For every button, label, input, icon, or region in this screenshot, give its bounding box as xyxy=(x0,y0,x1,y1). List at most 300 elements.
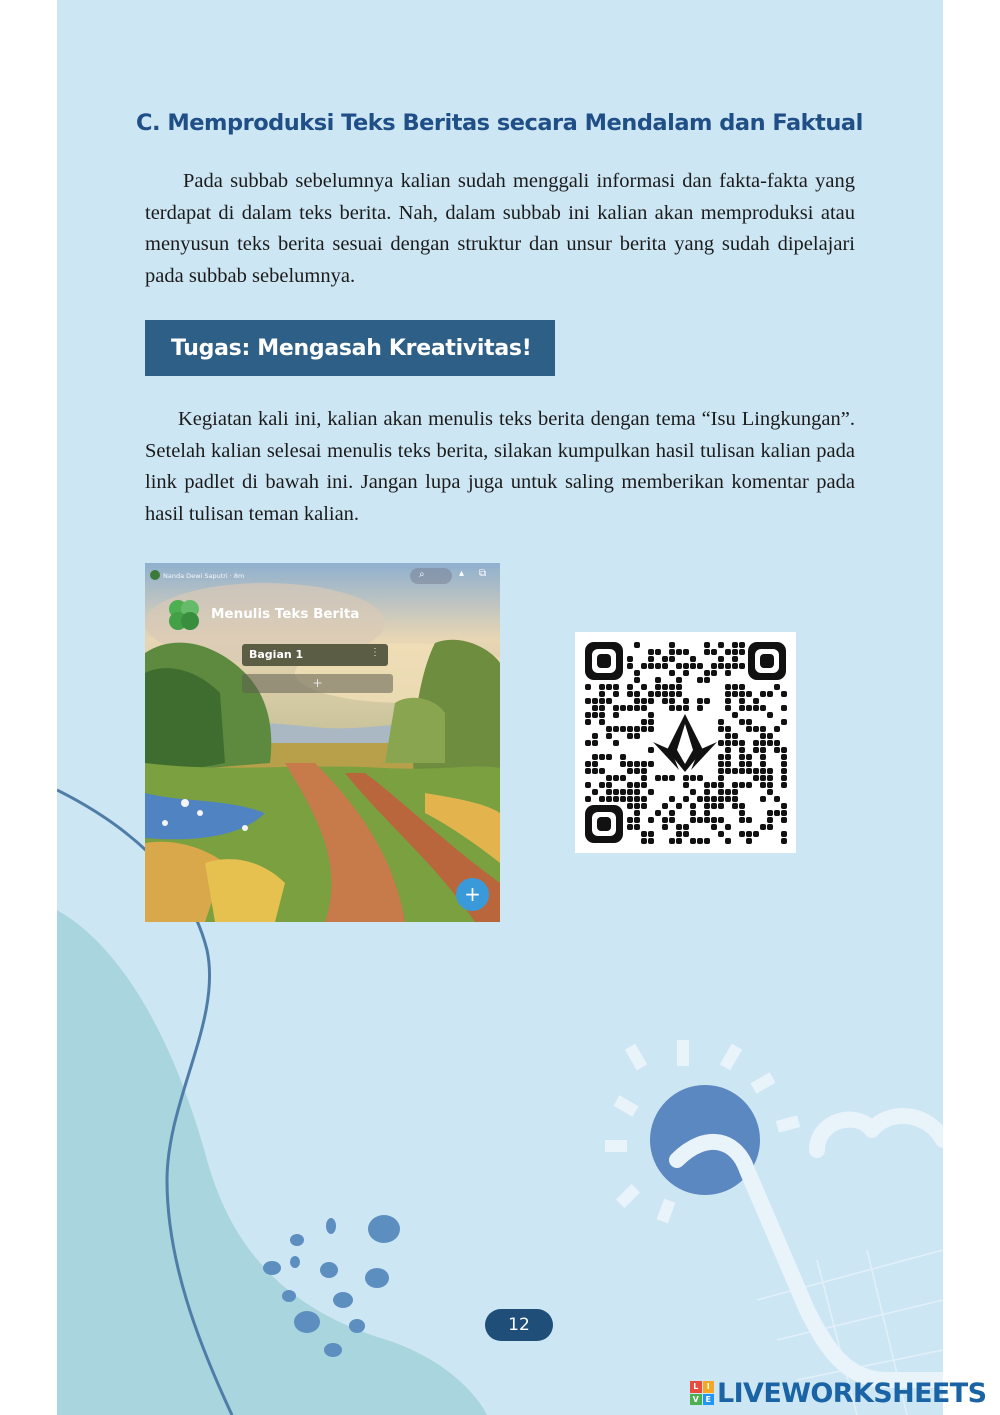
qr-module xyxy=(613,691,619,697)
qr-module xyxy=(592,789,598,795)
qr-module xyxy=(746,782,752,788)
qr-module xyxy=(662,698,668,704)
qr-module xyxy=(753,775,759,781)
qr-module xyxy=(585,698,591,704)
task-label: Tugas: Mengasah Kreativitas! xyxy=(171,335,532,361)
qr-module xyxy=(781,817,787,823)
qr-module xyxy=(599,684,605,690)
notification-icon[interactable]: ▴ xyxy=(459,568,465,579)
qr-module xyxy=(725,768,731,774)
qr-module xyxy=(627,824,633,830)
qr-module xyxy=(718,663,724,669)
qr-module xyxy=(634,789,640,795)
qr-module xyxy=(704,642,710,648)
qr-module xyxy=(599,705,605,711)
qr-module xyxy=(774,796,780,802)
qr-module xyxy=(725,726,731,732)
qr-module xyxy=(781,782,787,788)
author-avatar xyxy=(150,570,160,580)
qr-module xyxy=(648,817,654,823)
qr-module xyxy=(648,649,654,655)
qr-module xyxy=(620,796,626,802)
qr-module xyxy=(704,649,710,655)
qr-module xyxy=(627,761,633,767)
qr-module xyxy=(732,768,738,774)
qr-module xyxy=(627,726,633,732)
qr-module xyxy=(753,740,759,746)
qr-module xyxy=(781,705,787,711)
qr-module xyxy=(746,754,752,760)
qr-module xyxy=(774,726,780,732)
qr-module xyxy=(753,747,759,753)
qr-module xyxy=(753,831,759,837)
qr-module xyxy=(648,691,654,697)
qr-module xyxy=(739,817,745,823)
padlet-title: Menulis Teks Berita xyxy=(211,606,360,622)
qr-module xyxy=(739,642,745,648)
qr-module xyxy=(690,656,696,662)
qr-module xyxy=(781,761,787,767)
qr-module xyxy=(634,782,640,788)
qr-module xyxy=(704,677,710,683)
qr-module xyxy=(718,796,724,802)
qr-module xyxy=(585,768,591,774)
qr-module xyxy=(655,684,661,690)
qr-module xyxy=(627,691,633,697)
qr-module xyxy=(753,768,759,774)
qr-module xyxy=(697,838,703,844)
qr-module xyxy=(767,824,773,830)
qr-module xyxy=(718,656,724,662)
qr-module xyxy=(725,796,731,802)
qr-module xyxy=(683,782,689,788)
qr-module xyxy=(592,768,598,774)
task-paragraph: Kegiatan kali ini, kalian akan menulis teks berita dengan tema “Isu Lingkungan”. Setelah kalian selesai menulis teks berita, silakan kumpulkan hasil tulisan kalian pada link padlet di bawah ini. Jangan lupa juga untuk saling memberikan komentar pada hasil tulisan teman kalian. xyxy=(145,408,855,525)
qr-module xyxy=(669,691,675,697)
qr-module xyxy=(585,719,591,725)
qr-module xyxy=(634,691,640,697)
qr-module xyxy=(704,838,710,844)
qr-module xyxy=(732,733,738,739)
clover-icon xyxy=(167,598,201,632)
qr-module xyxy=(746,719,752,725)
qr-module xyxy=(599,796,605,802)
qr-module xyxy=(690,775,696,781)
qr-module xyxy=(599,691,605,697)
qr-module xyxy=(711,803,717,809)
qr-module xyxy=(732,712,738,718)
qr-module xyxy=(718,726,724,732)
qr-module xyxy=(739,782,745,788)
qr-module xyxy=(774,740,780,746)
qr-module xyxy=(585,740,591,746)
qr-module xyxy=(627,663,633,669)
qr-module xyxy=(634,726,640,732)
qr-module xyxy=(683,705,689,711)
qr-module xyxy=(592,698,598,704)
qr-module xyxy=(711,796,717,802)
qr-module xyxy=(662,656,668,662)
qr-module xyxy=(627,733,633,739)
qr-module xyxy=(725,761,731,767)
task-banner xyxy=(145,320,555,376)
qr-module xyxy=(620,761,626,767)
qr-module xyxy=(683,663,689,669)
qr-module xyxy=(760,754,766,760)
liveworksheets-text: LIVEWORKSHEETS xyxy=(717,1377,987,1409)
qr-module xyxy=(739,803,745,809)
qr-module xyxy=(739,684,745,690)
qr-module xyxy=(746,838,752,844)
qr-module xyxy=(627,705,633,711)
qr-module xyxy=(739,698,745,704)
padlet-section-label: Bagian 1 xyxy=(249,648,304,661)
qr-module xyxy=(767,712,773,718)
qr-module xyxy=(648,761,654,767)
qr-module xyxy=(599,712,605,718)
qr-module xyxy=(690,838,696,844)
qr-module xyxy=(662,824,668,830)
qr-module xyxy=(704,810,710,816)
qr-module xyxy=(718,831,724,837)
qr-module xyxy=(676,831,682,837)
qr-module xyxy=(613,712,619,718)
qr-module xyxy=(676,684,682,690)
qr-module xyxy=(669,838,675,844)
qr-module xyxy=(725,789,731,795)
qr-module xyxy=(711,670,717,676)
qr-module xyxy=(676,705,682,711)
qr-module xyxy=(725,663,731,669)
qr-module xyxy=(648,719,654,725)
qr-module xyxy=(627,656,633,662)
qr-module xyxy=(739,831,745,837)
qr-module xyxy=(725,754,731,760)
qr-module xyxy=(718,642,724,648)
qr-module xyxy=(732,642,738,648)
qr-module xyxy=(662,817,668,823)
qr-module xyxy=(676,663,682,669)
qr-module xyxy=(606,684,612,690)
qr-module xyxy=(599,782,605,788)
add-section-button[interactable]: + xyxy=(242,674,393,693)
liveworksheets-logo xyxy=(690,1381,714,1405)
qr-module xyxy=(655,691,661,697)
qr-module xyxy=(676,803,682,809)
qr-module xyxy=(669,817,675,823)
qr-module xyxy=(592,754,598,760)
qr-module xyxy=(613,775,619,781)
qr-module xyxy=(662,775,668,781)
qr-module xyxy=(627,817,633,823)
qr-module xyxy=(697,698,703,704)
qr-module xyxy=(739,649,745,655)
qr-module xyxy=(739,754,745,760)
qr-module xyxy=(662,691,668,697)
qr-module xyxy=(627,789,633,795)
qr-module xyxy=(767,775,773,781)
qr-module xyxy=(648,789,654,795)
padlet-screenshot[interactable] xyxy=(145,563,500,922)
qr-module xyxy=(669,649,675,655)
qr-module xyxy=(732,649,738,655)
qr-module xyxy=(697,796,703,802)
padlet-author: Nanda Dewi Saputri · 8m xyxy=(163,572,245,580)
qr-module xyxy=(697,705,703,711)
qr-module xyxy=(697,677,703,683)
qr-module xyxy=(746,705,752,711)
qr-module xyxy=(697,775,703,781)
qr-module xyxy=(774,810,780,816)
qr-module xyxy=(767,733,773,739)
qr-module xyxy=(585,684,591,690)
qr-module xyxy=(606,698,612,704)
qr-module xyxy=(599,719,605,725)
qr-module xyxy=(725,705,731,711)
qr-module xyxy=(683,649,689,655)
qr-module xyxy=(718,817,724,823)
add-post-button[interactable]: + xyxy=(456,878,489,911)
qr-module xyxy=(662,684,668,690)
qr-module xyxy=(641,761,647,767)
qr-module xyxy=(781,838,787,844)
qr-module xyxy=(760,726,766,732)
qr-module xyxy=(606,726,612,732)
qr-module xyxy=(641,803,647,809)
qr-module xyxy=(690,810,696,816)
page-number: 12 xyxy=(485,1309,553,1341)
qr-module xyxy=(732,789,738,795)
qr-module xyxy=(634,761,640,767)
qr-module xyxy=(592,740,598,746)
share-icon[interactable]: ⧉ xyxy=(479,568,487,579)
more-options-icon[interactable]: ⋮ xyxy=(370,647,380,658)
qr-module xyxy=(641,684,647,690)
qr-module xyxy=(655,649,661,655)
qr-module xyxy=(620,705,626,711)
qr-module xyxy=(592,733,598,739)
qr-module xyxy=(690,663,696,669)
qr-module xyxy=(732,691,738,697)
qr-module xyxy=(718,740,724,746)
qr-module xyxy=(634,677,640,683)
qr-module xyxy=(606,775,612,781)
qr-module xyxy=(606,782,612,788)
section-title: C. Memproduksi Teks Beritas secara Mendalam dan Faktual xyxy=(136,110,863,136)
qr-module xyxy=(606,733,612,739)
qr-module xyxy=(711,663,717,669)
qr-module xyxy=(669,705,675,711)
qr-module xyxy=(725,649,731,655)
qr-module xyxy=(711,649,717,655)
qr-module xyxy=(613,684,619,690)
qr-module xyxy=(760,691,766,697)
qr-module xyxy=(648,698,654,704)
qr-module xyxy=(774,684,780,690)
qr-module xyxy=(620,789,626,795)
qr-module xyxy=(718,719,724,725)
qr-module xyxy=(746,831,752,837)
qr-module xyxy=(648,747,654,753)
qr-module xyxy=(690,817,696,823)
logo-letter-i: I xyxy=(703,1381,715,1393)
qr-module xyxy=(676,691,682,697)
qr-module xyxy=(739,761,745,767)
qr-module xyxy=(606,789,612,795)
qr-module xyxy=(725,824,731,830)
qr-module xyxy=(760,768,766,774)
qr-module xyxy=(627,684,633,690)
qr-module xyxy=(592,705,598,711)
qr-code-icon[interactable] xyxy=(575,632,796,853)
qr-module xyxy=(690,803,696,809)
qr-module xyxy=(683,698,689,704)
qr-module xyxy=(606,796,612,802)
liveworksheets-watermark xyxy=(690,1374,986,1412)
qr-module xyxy=(711,782,717,788)
qr-module xyxy=(613,789,619,795)
qr-module xyxy=(627,803,633,809)
qr-module xyxy=(781,691,787,697)
qr-module xyxy=(753,705,759,711)
qr-module xyxy=(767,691,773,697)
qr-module xyxy=(711,824,717,830)
qr-module xyxy=(760,705,766,711)
qr-module xyxy=(732,684,738,690)
qr-module xyxy=(634,796,640,802)
qr-module xyxy=(683,824,689,830)
qr-module xyxy=(781,775,787,781)
qr-module xyxy=(641,719,647,725)
qr-module xyxy=(732,663,738,669)
qr-module xyxy=(620,754,626,760)
qr-module xyxy=(599,698,605,704)
qr-module xyxy=(704,803,710,809)
qr-module xyxy=(746,817,752,823)
qr-module xyxy=(627,796,633,802)
qr-module xyxy=(746,761,752,767)
qr-module xyxy=(704,698,710,704)
qr-module xyxy=(746,726,752,732)
qr-module xyxy=(585,761,591,767)
qr-module xyxy=(767,768,773,774)
qr-module xyxy=(641,726,647,732)
qr-module xyxy=(683,670,689,676)
qr-module xyxy=(648,656,654,662)
qr-module xyxy=(746,768,752,774)
qr-module xyxy=(739,663,745,669)
qr-module xyxy=(641,838,647,844)
qr-module xyxy=(781,768,787,774)
qr-module xyxy=(669,656,675,662)
qr-module xyxy=(648,838,654,844)
qr-module xyxy=(753,726,759,732)
qr-module xyxy=(669,670,675,676)
qr-module xyxy=(767,817,773,823)
qr-module xyxy=(746,691,752,697)
qr-module xyxy=(634,670,640,676)
qr-module xyxy=(634,810,640,816)
qr-module xyxy=(669,642,675,648)
qr-module xyxy=(725,733,731,739)
qr-module xyxy=(627,782,633,788)
qr-module xyxy=(732,740,738,746)
qr-module xyxy=(760,796,766,802)
qr-module xyxy=(718,761,724,767)
qr-module xyxy=(725,698,731,704)
qr-module xyxy=(669,796,675,802)
padlet-section-header[interactable] xyxy=(242,644,388,666)
qr-module xyxy=(704,789,710,795)
qr-module xyxy=(760,824,766,830)
qr-module xyxy=(655,775,661,781)
qr-module xyxy=(655,810,661,816)
logo-letter-e: E xyxy=(703,1394,715,1406)
qr-module xyxy=(613,705,619,711)
qr-module xyxy=(767,810,773,816)
qr-module xyxy=(739,740,745,746)
qr-module xyxy=(718,803,724,809)
qr-module xyxy=(739,691,745,697)
qr-module xyxy=(725,747,731,753)
qr-module xyxy=(620,775,626,781)
qr-module xyxy=(676,649,682,655)
qr-module xyxy=(739,747,745,753)
qr-module xyxy=(648,712,654,718)
qr-module xyxy=(620,726,626,732)
qr-module xyxy=(725,691,731,697)
qr-module xyxy=(718,782,724,788)
qr-module xyxy=(634,768,640,774)
logo-letter-l: L xyxy=(690,1381,702,1393)
qr-module xyxy=(683,831,689,837)
qr-module xyxy=(634,698,640,704)
qr-module xyxy=(634,705,640,711)
qr-module xyxy=(725,740,731,746)
qr-module xyxy=(718,754,724,760)
qr-module xyxy=(613,726,619,732)
search-icon[interactable]: ⌕ xyxy=(419,569,425,580)
qr-module xyxy=(781,719,787,725)
qr-module xyxy=(718,789,724,795)
qr-module xyxy=(732,656,738,662)
qr-module xyxy=(634,817,640,823)
qr-module xyxy=(655,677,661,683)
qr-module xyxy=(760,775,766,781)
qr-module xyxy=(641,705,647,711)
qr-module xyxy=(697,817,703,823)
qr-module xyxy=(697,663,703,669)
qr-module xyxy=(767,789,773,795)
logo-letter-v: V xyxy=(690,1394,702,1406)
qr-module xyxy=(711,817,717,823)
qr-module xyxy=(641,775,647,781)
qr-module xyxy=(634,642,640,648)
qr-module xyxy=(781,803,787,809)
qr-module xyxy=(606,754,612,760)
qr-module xyxy=(760,733,766,739)
qr-module xyxy=(648,726,654,732)
qr-module xyxy=(725,838,731,844)
qr-module xyxy=(781,747,787,753)
qr-module xyxy=(683,796,689,802)
qr-module xyxy=(627,768,633,774)
qr-module xyxy=(725,670,731,676)
padlet-search-box[interactable] xyxy=(410,568,452,584)
qr-module xyxy=(599,768,605,774)
qr-module xyxy=(641,831,647,837)
qr-module xyxy=(599,754,605,760)
